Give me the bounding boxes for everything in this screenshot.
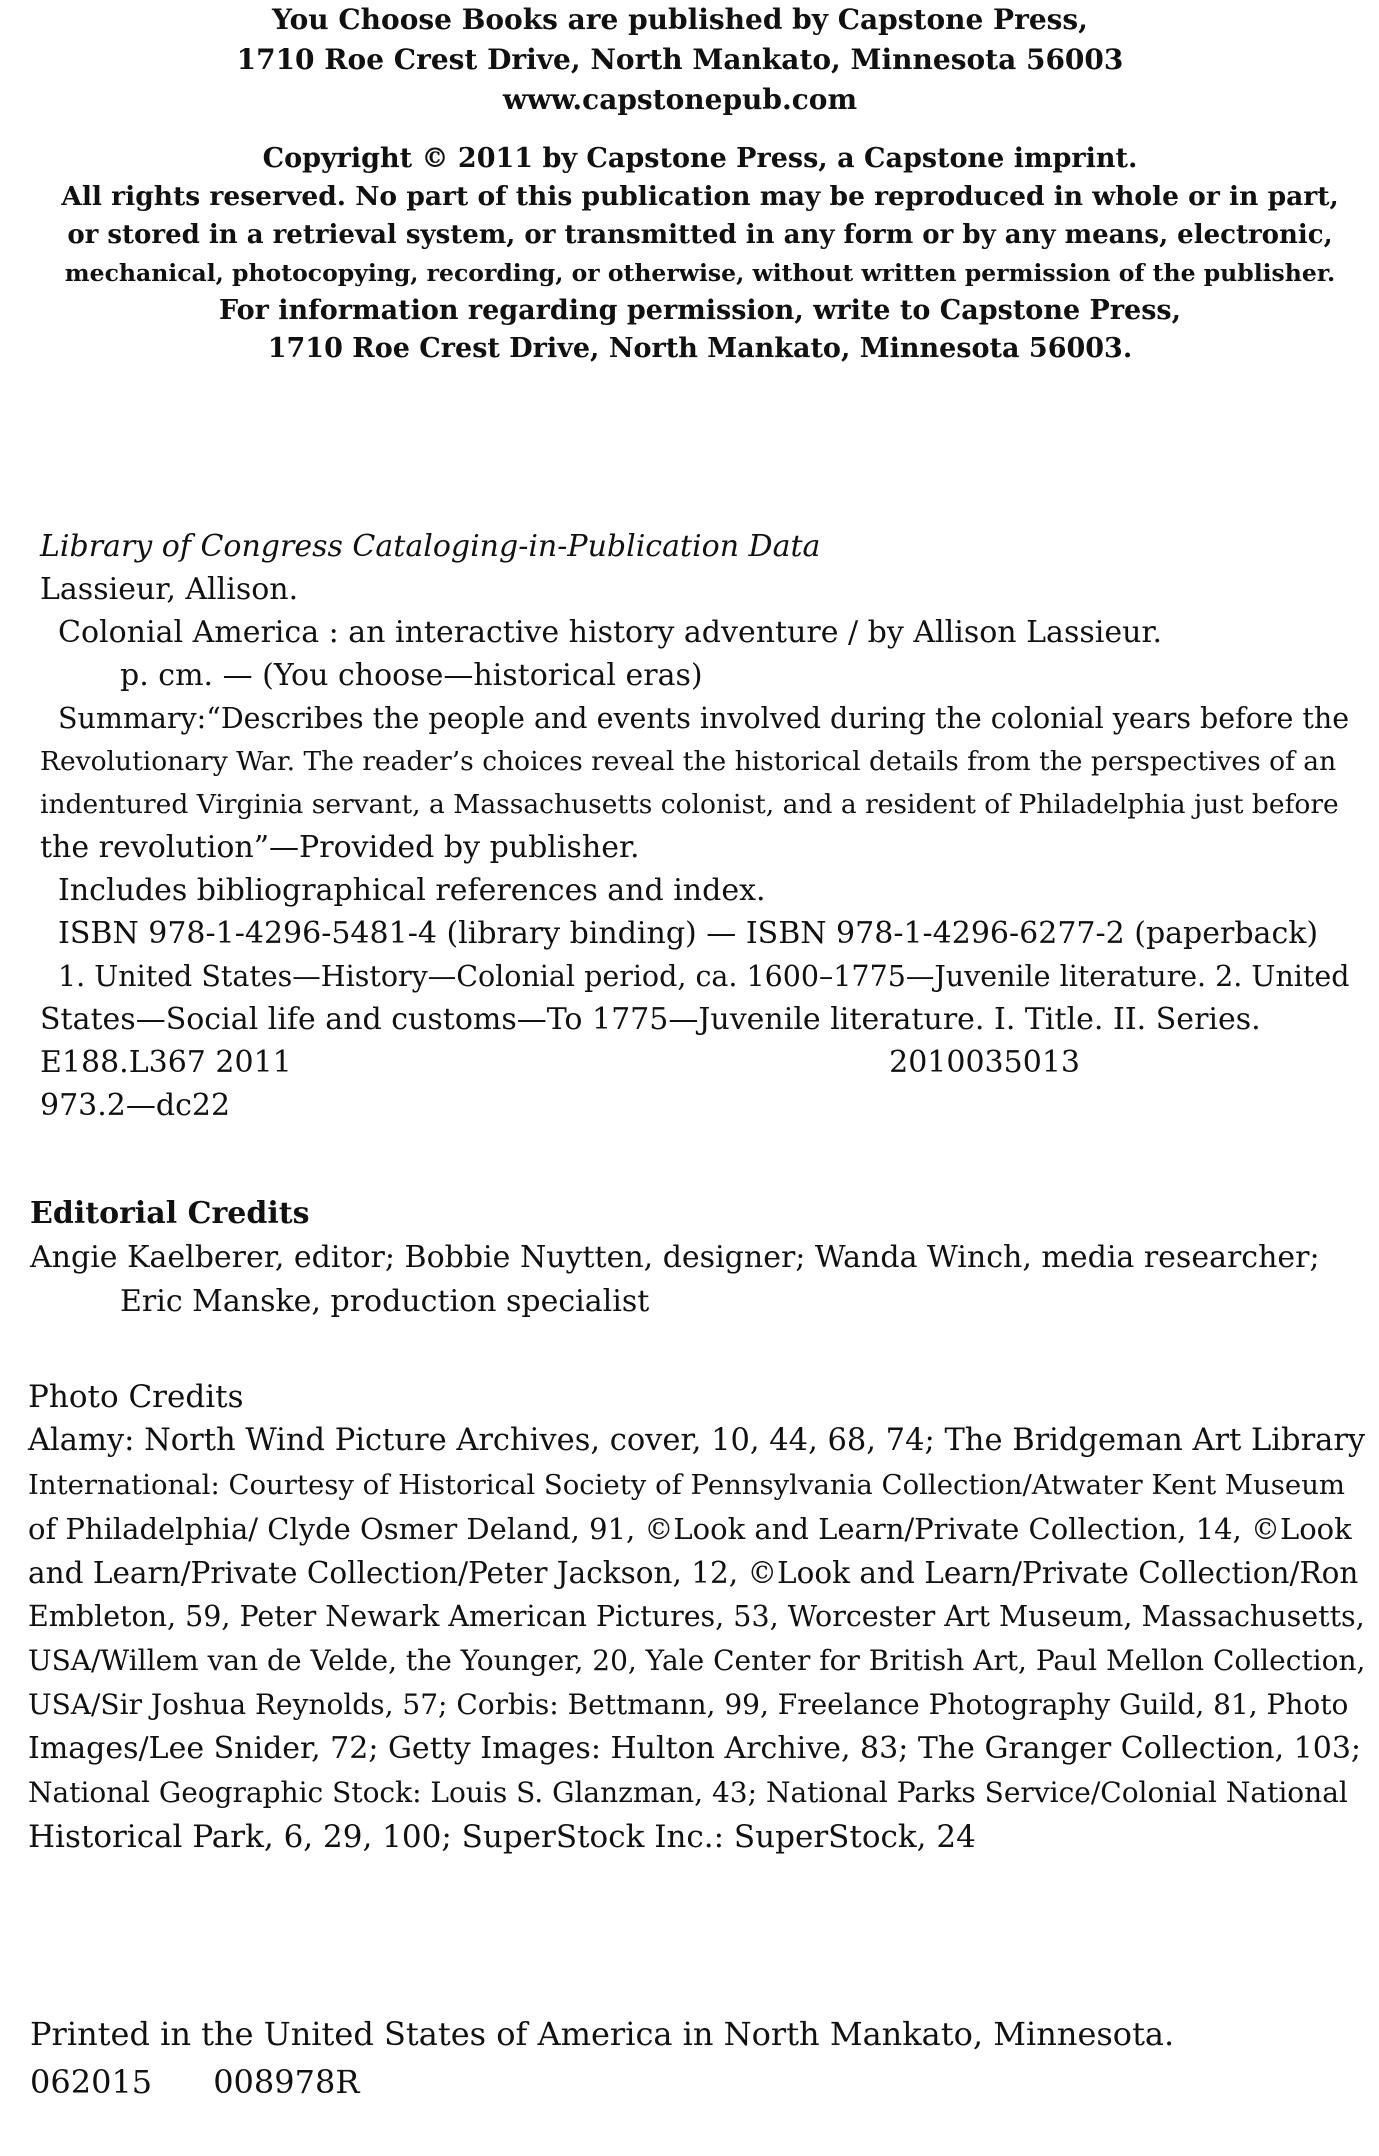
cip-isbn: ISBN 978-1-4296-5481-4 (library binding) — ISBN 978-1-4296-6277-2 (paperback) <box>58 916 1319 951</box>
copyright-line: mechanical, photocopying, recording, or otherwise, without written permission of the publisher. <box>64 259 1336 287</box>
cip-summary-line: Summary:“Describes the people and events involved during the colonial years before the <box>58 702 1350 735</box>
editorial-line: Angie Kaelberer, editor; Bobbie Nuytten, designer; Wanda Winch, media researcher; <box>30 1240 1320 1275</box>
photo-credit-line: and Learn/Private Collection/Peter Jackson, 12, ©Look and Learn/Private Collection/Ron <box>28 1556 1359 1590</box>
editorial-credits <box>30 1192 1350 1324</box>
cip-dewey: 973.2—dc22 <box>40 1088 231 1123</box>
photo-credit-line: Embleton, 59, Peter Newark American Pictures, 53, Worcester Art Museum, Massachusetts, <box>28 1600 1365 1633</box>
copyright-notice <box>60 140 1340 368</box>
printing-info <box>30 2010 1350 2106</box>
cip-lc-class: E188.L367 2011 <box>40 1045 292 1080</box>
copyright-line: Copyright © 2011 by Capstone Press, a Capstone imprint. <box>262 143 1138 174</box>
photo-credit-line: National Geographic Stock: Louis S. Glanzman, 43; National Parks Service/Colonial National <box>28 1776 1348 1809</box>
publisher-line: You Choose Books are published by Capstone Press, <box>272 3 1088 36</box>
photo-credits <box>28 1375 1368 1859</box>
cip-series: p. cm. — (You choose—historical eras) <box>120 658 703 693</box>
publisher-info <box>180 0 1180 120</box>
editorial-heading: Editorial Credits <box>30 1196 310 1231</box>
cip-subject-line: 1. United States—History—Colonial period, ca. 1600–1775—Juvenile literature. 2. United <box>58 960 1350 993</box>
photo-credit-line: USA/Willem van de Velde, the Younger, 20, Yale Center for British Art, Paul Mellon Collection, <box>28 1644 1366 1677</box>
cip-summary-line: indentured Virginia servant, a Massachusetts colonist, and a resident of Philadelphia just before <box>40 789 1339 820</box>
photo-heading: Photo Credits <box>28 1379 244 1415</box>
cip-class-row <box>40 1041 1350 1084</box>
copyright-line: or stored in a retrieval system, or transmitted in any form or by any means, electronic, <box>67 220 1333 250</box>
photo-credit-line: of Philadelphia/ Clyde Osmer Deland, 91, ©Look and Learn/Private Collection, 14, ©Look <box>28 1512 1352 1546</box>
cip-author: Lassieur, Allison. <box>40 572 299 607</box>
photo-credit-line: International: Courtesy of Historical Society of Pennsylvania Collection/Atwater Kent Museum <box>28 1469 1345 1501</box>
photo-credit-line: Historical Park, 6, 29, 100; SuperStock Inc.: SuperStock, 24 <box>28 1819 976 1855</box>
cip-title: Colonial America : an interactive history adventure / by Allison Lassieur. <box>58 615 1162 650</box>
cip-lccn: 2010035013 <box>889 1045 1080 1080</box>
copyright-line: All rights reserved. No part of this publication may be reproduced in whole or in part, <box>61 181 1339 212</box>
print-codes: 062015 008978R <box>30 2063 360 2101</box>
editorial-line: Eric Manske, production specialist <box>120 1284 650 1319</box>
cip-summary-line: Revolutionary War. The reader’s choices reveal the historical details from the perspectives of an <box>40 746 1337 777</box>
cip-includes: Includes bibliographical references and index. <box>58 873 766 908</box>
copyright-line: For information regarding permission, write to Capstone Press, <box>218 295 1182 326</box>
publisher-address: 1710 Roe Crest Drive, North Mankato, Minnesota 56003 <box>236 43 1124 76</box>
copyright-line: 1710 Roe Crest Drive, North Mankato, Minnesota 56003. <box>267 333 1133 364</box>
cip-data-block <box>40 525 1350 1127</box>
printed-line: Printed in the United States of America in North Mankato, Minnesota. <box>30 2015 1175 2053</box>
photo-credit-line: Alamy: North Wind Picture Archives, cover, 10, 44, 68, 74; The Bridgeman Art Library <box>28 1423 1366 1458</box>
cip-summary-line: the revolution”—Provided by publisher. <box>40 830 640 865</box>
photo-credit-line: USA/Sir Joshua Reynolds, 57; Corbis: Bettmann, 99, Freelance Photography Guild, 81, Photo <box>28 1688 1349 1721</box>
cip-heading: Library of Congress Cataloging-in-Publication Data <box>40 529 821 564</box>
publisher-website: www.capstonepub.com <box>502 83 858 116</box>
cip-subject-line: States—Social life and customs—To 1775—Juvenile literature. I. Title. II. Series. <box>40 1002 1261 1037</box>
photo-credit-line: Images/Lee Snider, 72; Getty Images: Hulton Archive, 83; The Granger Collection, 103; <box>28 1731 1362 1766</box>
